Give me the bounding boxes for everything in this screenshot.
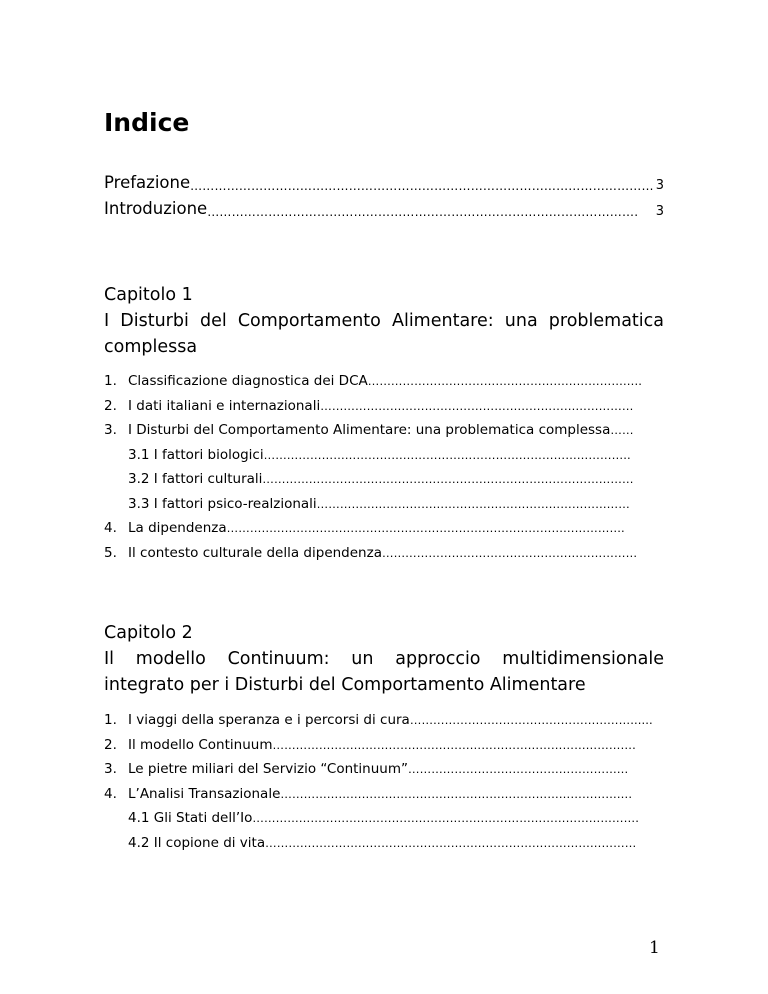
- index-title: Indice: [104, 108, 190, 137]
- toc-subentry: [104, 492, 664, 517]
- toc-page-number: 3: [655, 204, 664, 219]
- toc-entry-number: 1.: [104, 373, 117, 389]
- toc-entry-number: 3.: [104, 761, 117, 777]
- chapter-title: I Disturbi del Comportamento Alimentare: una problematica complessa: [104, 311, 664, 357]
- toc-leader-dots: ………………………………………………………………………………………….: [226, 521, 625, 535]
- toc-entry-number: 2.: [104, 397, 117, 414]
- toc-entry-label: 4.2 Il copione di vita: [128, 834, 266, 851]
- toc-subentry: [104, 831, 664, 856]
- toc-leader-dots: ……………………………………………………………..: [367, 374, 643, 388]
- toc-subentry: [104, 467, 664, 492]
- chapter-title: Il modello Continuum: un approccio multidimensionale integrato per i Disturbi del Comportamento Alimentare: [104, 649, 664, 695]
- toc-entry: [104, 541, 664, 566]
- toc-entry-prefazione: [104, 170, 664, 196]
- toc-entry-label: I viaggi della speranza e i percorsi di cura: [128, 712, 410, 728]
- toc-entry: [104, 733, 664, 758]
- toc-leader-dots: ……………………………………………………………………………………….: [252, 811, 639, 825]
- toc-entry-number: 4.: [104, 520, 117, 536]
- toc-entry-number: 3.: [104, 422, 117, 438]
- toc-leader-dots: ……………………………………………………………………………………: [265, 835, 637, 850]
- toc-page-number: 3: [655, 178, 664, 193]
- toc-entry-number: 2.: [104, 736, 117, 753]
- toc-entry-label: Classificazione diagnostica dei DCA: [128, 373, 368, 389]
- toc-entry-label: 3.3 I fattori psico-realzionali: [128, 495, 317, 512]
- toc-entry-label: I Disturbi del Comportamento Alimentare: una problematica complessa: [128, 422, 611, 438]
- toc-entry: [104, 394, 664, 419]
- chapter-label: Capitolo 1: [104, 285, 193, 305]
- toc-leader-dots: …………………………………………………......: [409, 713, 653, 727]
- toc-entry: [104, 757, 664, 782]
- toc-entry-label: I dati italiani e internazionali: [128, 397, 321, 414]
- toc-entry-number: 4.: [104, 785, 117, 802]
- toc-entry-number: 5.: [104, 544, 117, 561]
- toc-entry-introduzione: [104, 196, 664, 222]
- toc-entry: [104, 516, 664, 541]
- toc-leader-dots: …………………………………………………: [408, 762, 629, 776]
- toc-leader-dots: …………………………………………………………………………………………….: [207, 205, 639, 219]
- toc-entry: [104, 708, 664, 733]
- chapter-label: Capitolo 2: [104, 623, 193, 643]
- chapter-1-toc: [104, 369, 664, 565]
- toc-entry-label: 3.2 I fattori culturali: [128, 471, 263, 487]
- toc-entry-label: Prefazione: [104, 173, 191, 192]
- chapter-2-heading: [104, 620, 664, 698]
- toc-entry: [104, 782, 664, 807]
- toc-leader-dots: …………………………………………………………………………………..: [263, 447, 631, 462]
- toc-entry: [104, 369, 664, 394]
- toc-entry-label: L’Analisi Transazionale: [128, 785, 281, 802]
- toc-leader-dots: ……………………………………………………………………………….: [280, 786, 633, 801]
- toc-entry-label: Introduzione: [104, 199, 208, 218]
- chapter-2-toc: [104, 708, 664, 855]
- toc-leader-dots: ………………………………………………………………………: [320, 398, 634, 413]
- toc-subentry: [104, 443, 664, 468]
- toc-entry-label: 3.1 I fattori biologici: [128, 446, 264, 463]
- chapter-1-heading: [104, 282, 664, 360]
- front-matter-list: [104, 170, 664, 222]
- toc-leader-dots: ……………………………………………………………………………………: [262, 472, 634, 486]
- toc-entry-label: Le pietre miliari del Servizio “Continuum”: [128, 761, 408, 777]
- toc-entry: [104, 418, 664, 443]
- toc-subentry: [104, 806, 664, 831]
- toc-entry-label: Il contesto culturale della dipendenza: [128, 544, 382, 561]
- page-number: 1: [649, 938, 660, 958]
- toc-entry-label: La dipendenza: [128, 520, 227, 536]
- toc-leader-dots: ………………………………………………………………………: [316, 496, 630, 511]
- toc-leader-dots: ……: [610, 423, 634, 437]
- toc-entry-number: 1.: [104, 712, 117, 728]
- toc-leader-dots: …………………………………………………………: [381, 545, 638, 560]
- toc-entry-label: Il modello Continuum: [128, 736, 273, 753]
- toc-entry-label: 4.1 Gli Stati dell’Io: [128, 810, 253, 826]
- toc-leader-dots: ………………………………………………………………………………….: [272, 737, 636, 752]
- toc-leader-dots: ……………………………………………………………………………………………………: [190, 179, 654, 193]
